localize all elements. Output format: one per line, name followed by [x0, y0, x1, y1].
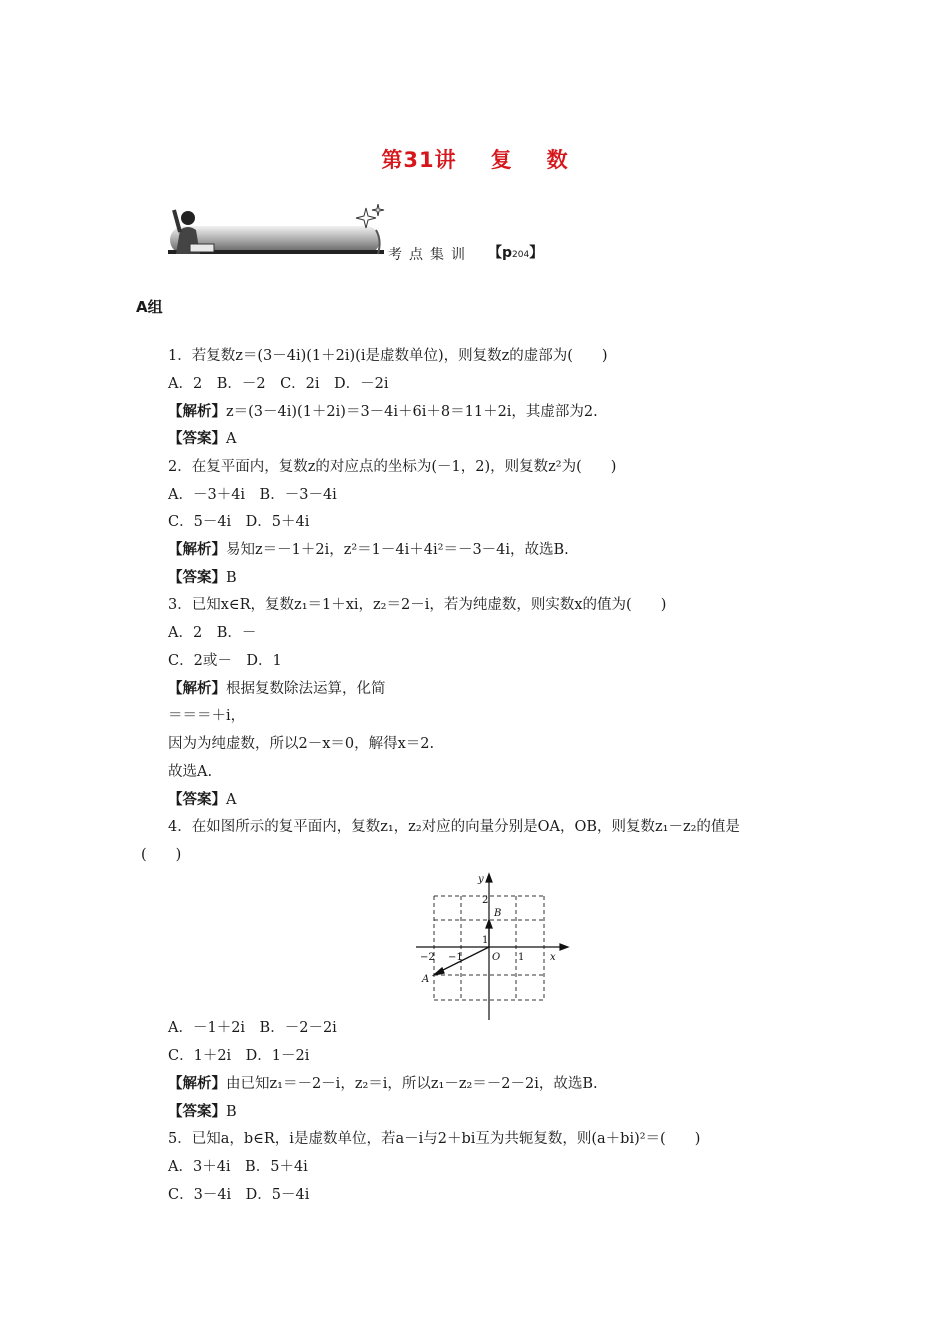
page-title: 第31讲 复 数 — [381, 148, 569, 172]
q2-options-2: C．5－4i D．5＋4i — [168, 514, 310, 530]
section-label: 考点集训 — [388, 247, 472, 263]
q4-analysis: 【解析】由已知z₁＝－2－i，z₂＝i，所以z₁－z₂＝－2－2i，故选B. — [168, 1076, 598, 1092]
q3-reasoning: 因为为纯虚数，所以2－x＝0，解得x＝2. — [168, 736, 435, 752]
svg-text:−1: −1 — [448, 952, 463, 963]
q3-stem: 3．已知x∈R，复数z₁＝1＋xi，z₂＝2－i，若为纯虚数，则实数x的值为( ) — [168, 597, 667, 613]
group-title: A组 — [136, 298, 163, 316]
q2-analysis: 【解析】易知z＝－1＋2i，z²＝1－4i＋4i²＝－3－4i，故选B. — [168, 542, 569, 558]
q4-options-2: C．1＋2i D．1－2i — [168, 1048, 310, 1064]
svg-text:1: 1 — [482, 935, 489, 946]
q3-equation: ＝＝＝＋i， — [168, 708, 246, 724]
q5-stem: 5．已知a，b∈R，i是虚数单位，若a－i与2＋bi互为共轭复数，则(a＋bi)²＝( ) — [168, 1131, 701, 1147]
q2-stem: 2．在复平面内，复数z的对应点的坐标为(－1，2)，则复数z²为( ) — [168, 459, 617, 475]
q3-analysis: 【解析】根据复数除法运算，化简 — [168, 681, 386, 697]
q3-answer: 【答案】A — [168, 792, 237, 808]
svg-text:O: O — [492, 952, 501, 963]
tag-label: 【解析】 — [168, 681, 226, 697]
page-reference: 【p204】 — [488, 245, 544, 261]
q1-analysis: 【解析】z＝(3－4i)(1＋2i)＝3－4i＋6i＋8＝11＋2i，其虚部为2. — [168, 404, 598, 420]
q4-stem: 4．在如图所示的复平面内，复数z₁，z₂对应的向量分别是OA，OB，则复数z₁－z₂的值是 — [168, 819, 740, 835]
svg-text:x: x — [550, 952, 556, 963]
complex-plane-figure — [412, 868, 572, 1024]
q2-answer: 【答案】B — [168, 570, 237, 586]
q5-options-2: C．3－4i D．5－4i — [168, 1187, 310, 1203]
q4-answer: 【答案】B — [168, 1104, 237, 1120]
svg-text:2: 2 — [482, 895, 489, 906]
svg-text:y: y — [478, 874, 484, 885]
tag-label: 【答案】 — [168, 431, 226, 447]
tag-label: 【答案】 — [168, 570, 226, 586]
svg-text:−2: −2 — [420, 952, 435, 963]
q3-options-2: C．2或－ D．1 — [168, 653, 282, 669]
q1-options: A．2 B．－2 C．2i D．－2i — [168, 376, 389, 392]
tag-label: 【解析】 — [168, 1076, 226, 1092]
q2-options-1: A．－3＋4i B．－3－4i — [168, 487, 337, 503]
q4-stem-cont: ( ) — [141, 847, 182, 863]
tag-label: 【答案】 — [168, 1104, 226, 1120]
sparkle-icon — [356, 204, 384, 228]
q1-stem: 1．若复数z＝(3－4i)(1＋2i)(i是虚数单位)，则复数z的虚部为( ) — [168, 348, 608, 364]
svg-text:A: A — [422, 974, 430, 985]
svg-text:1: 1 — [518, 952, 525, 963]
tag-label: 【答案】 — [168, 792, 226, 808]
q4-options-1: A．－1＋2i B．－2－2i — [168, 1020, 337, 1036]
q1-answer: 【答案】A — [168, 431, 237, 447]
tag-label: 【解析】 — [168, 404, 226, 420]
tag-label: 【解析】 — [168, 542, 226, 558]
q3-conclusion: 故选A. — [168, 764, 213, 780]
q5-options-1: A．3＋4i B．5＋4i — [168, 1159, 308, 1175]
q3-options-1: A．2 B．－ — [168, 625, 257, 641]
svg-text:B: B — [494, 908, 502, 919]
